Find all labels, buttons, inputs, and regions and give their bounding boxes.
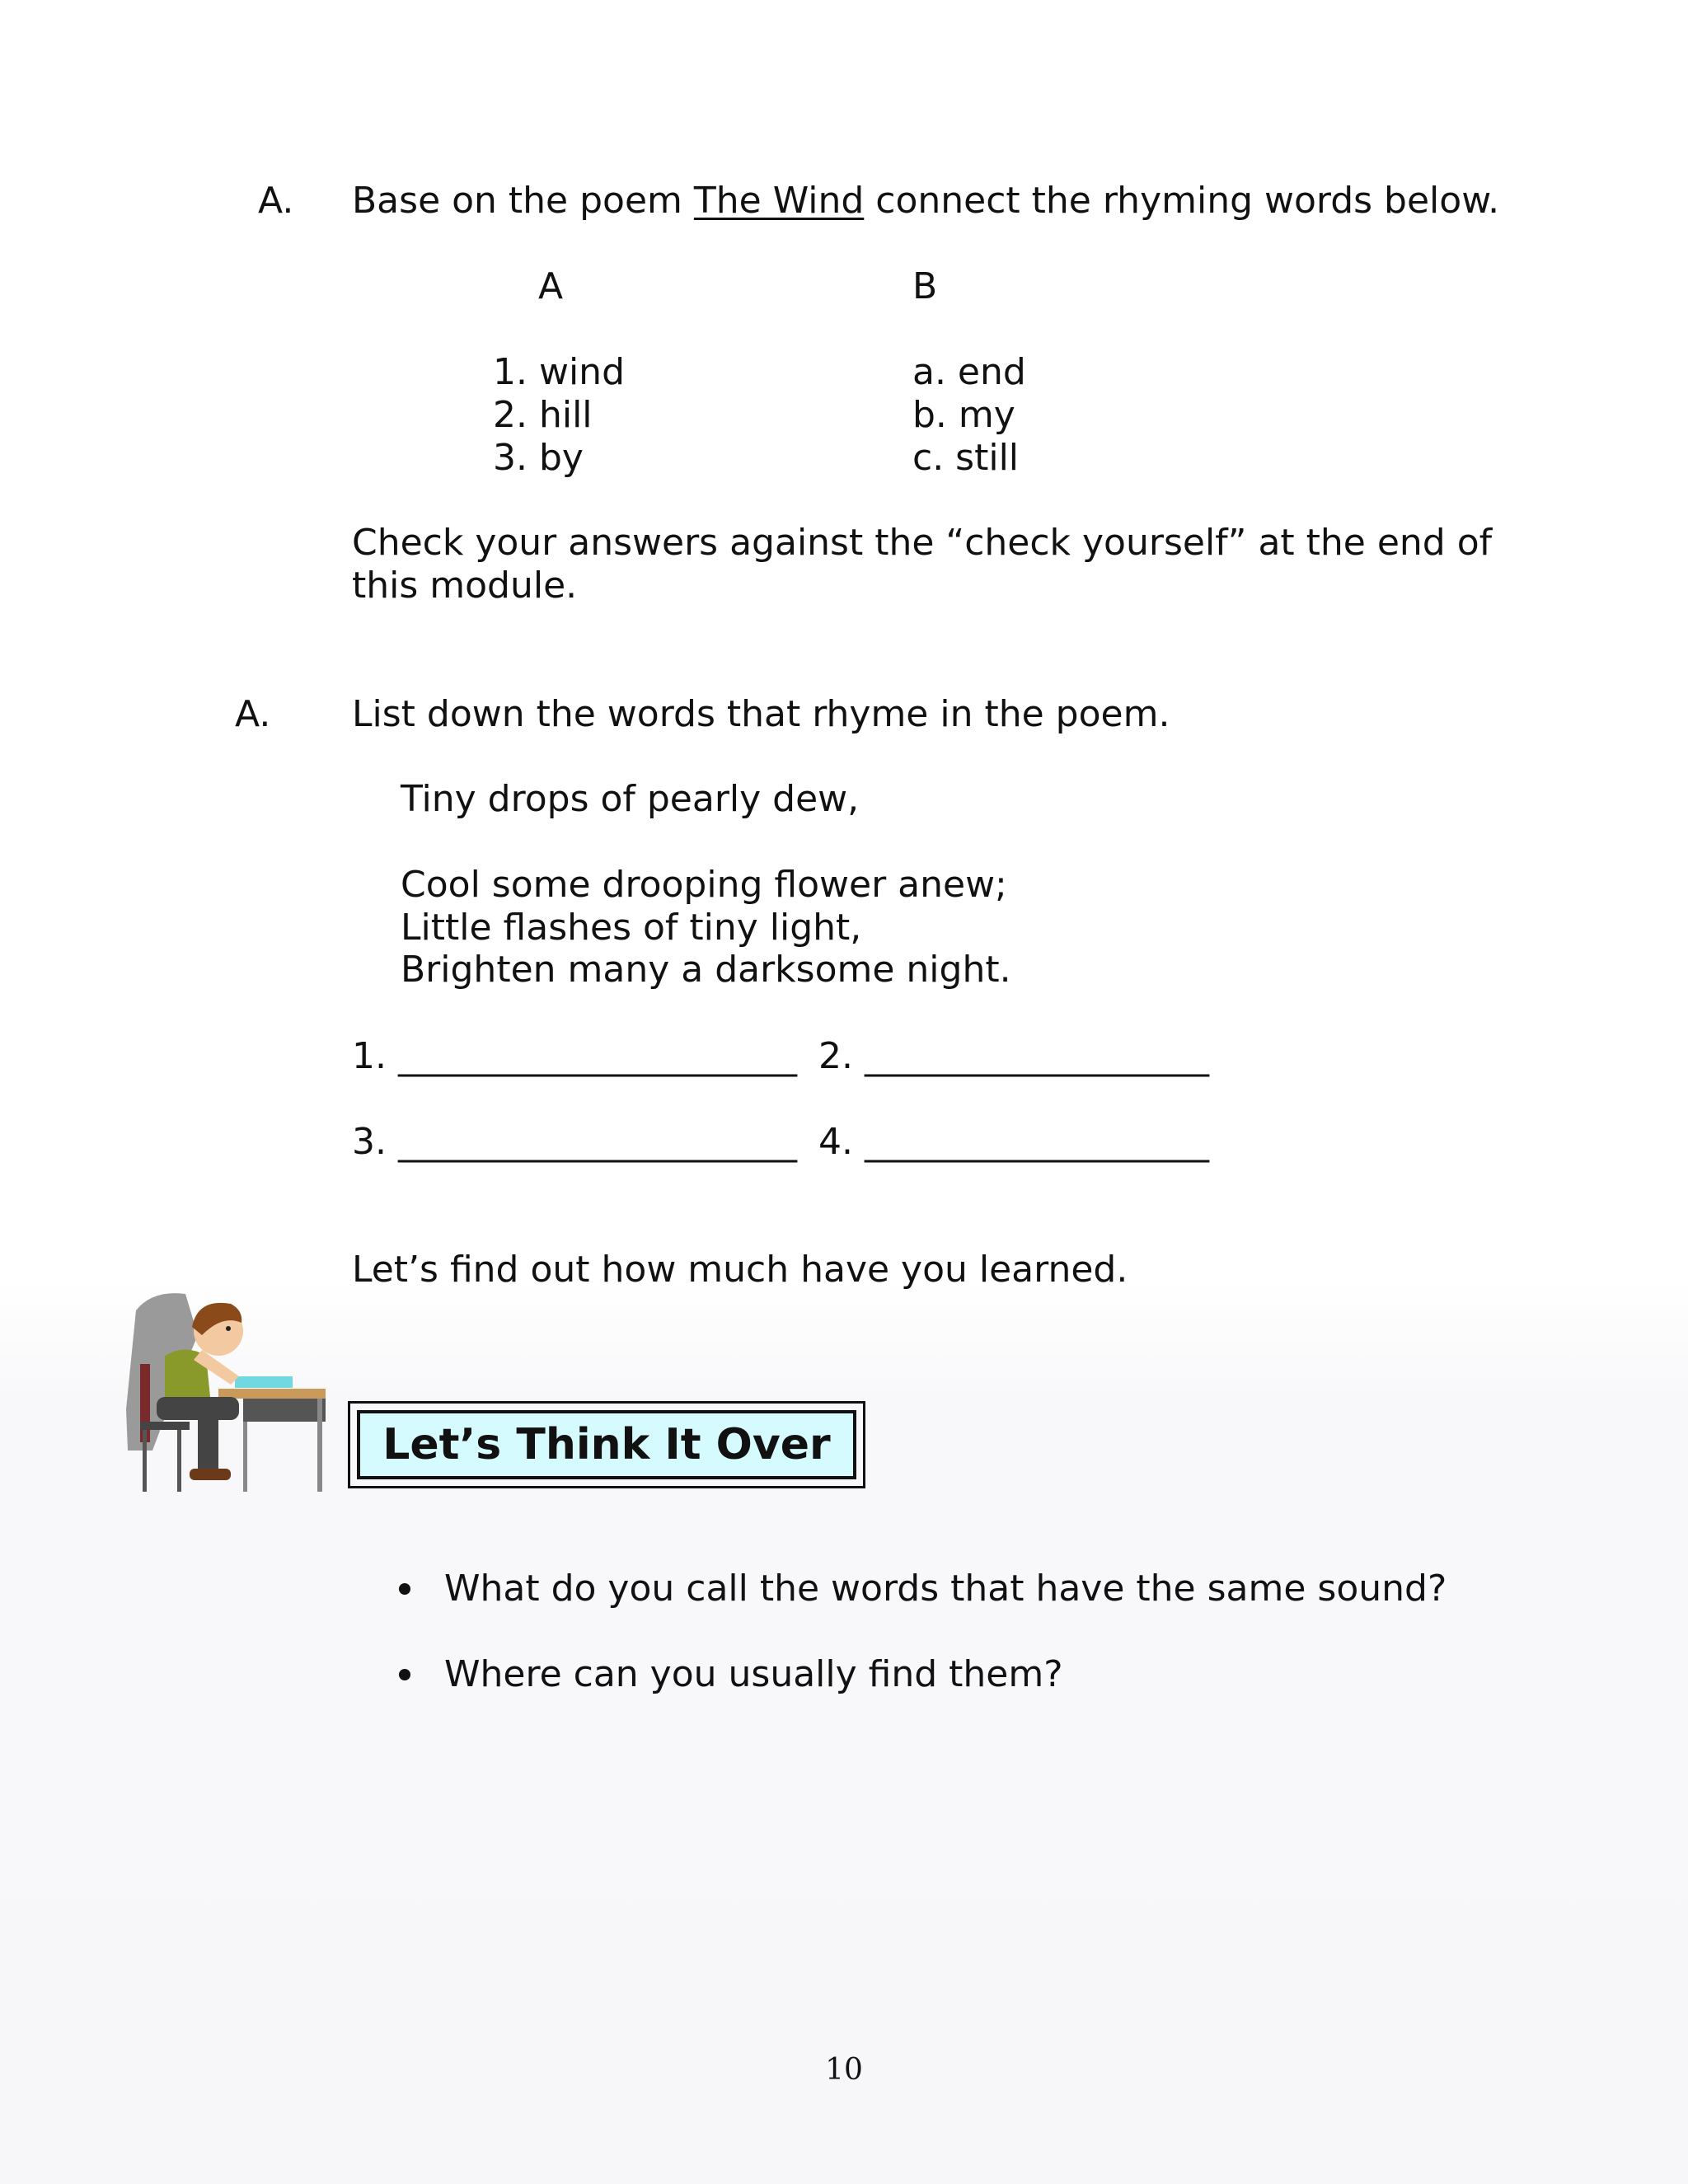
poem-title: The Wind — [693, 180, 865, 222]
banner-title: Let’s Think It Over — [357, 1410, 856, 1479]
column-b-item: b. my — [912, 394, 1015, 436]
column-a-item: 1. wind — [493, 351, 625, 393]
section2-instruction: List down the words that rhyme in the poem. — [352, 693, 1170, 735]
check-answers-line: this module. — [352, 565, 578, 607]
check-answers-line: Check your answers against the “check yourself” at the end of — [352, 522, 1493, 564]
page-number: 10 — [825, 2053, 863, 2087]
question-item: Where can you usually find them? — [444, 1653, 1063, 1695]
instruction-text-before: Base on the poem — [352, 180, 694, 222]
learned-prompt: Let’s find out how much have you learned. — [352, 1249, 1128, 1291]
column-a-item: 2. hill — [493, 394, 593, 436]
bullet-icon — [399, 1583, 410, 1595]
column-b-header: B — [912, 265, 938, 307]
section1-instruction — [352, 180, 1499, 223]
column-a-header: A — [538, 265, 564, 307]
answer-blank-1[interactable]: 1. ______________________ — [352, 1035, 797, 1077]
instruction-text-after: connect the rhyming words below. — [864, 180, 1500, 222]
answer-blank-3[interactable]: 3. ______________________ — [352, 1121, 797, 1163]
poem-line: Brighten many a darksome night. — [401, 949, 1011, 991]
column-a-item: 3. by — [493, 437, 584, 479]
answer-blank-2[interactable]: 2. ___________________ — [818, 1035, 1209, 1077]
poem-line: Cool some drooping flower anew; — [401, 864, 1007, 906]
question-item: What do you call the words that have the same sound? — [444, 1568, 1447, 1610]
lets-think-it-over-banner — [348, 1401, 865, 1488]
poem-line: Little flashes of tiny light, — [401, 907, 862, 949]
student-at-desk-illustration — [120, 1286, 330, 1496]
column-b-item: a. end — [912, 351, 1026, 393]
poem-line: Tiny drops of pearly dew, — [401, 778, 860, 820]
column-b-item: c. still — [912, 437, 1020, 479]
answer-blank-4[interactable]: 4. ___________________ — [818, 1121, 1209, 1163]
section1-letter: A. — [258, 180, 294, 222]
section2-letter: A. — [235, 693, 271, 735]
bullet-icon — [399, 1669, 410, 1680]
